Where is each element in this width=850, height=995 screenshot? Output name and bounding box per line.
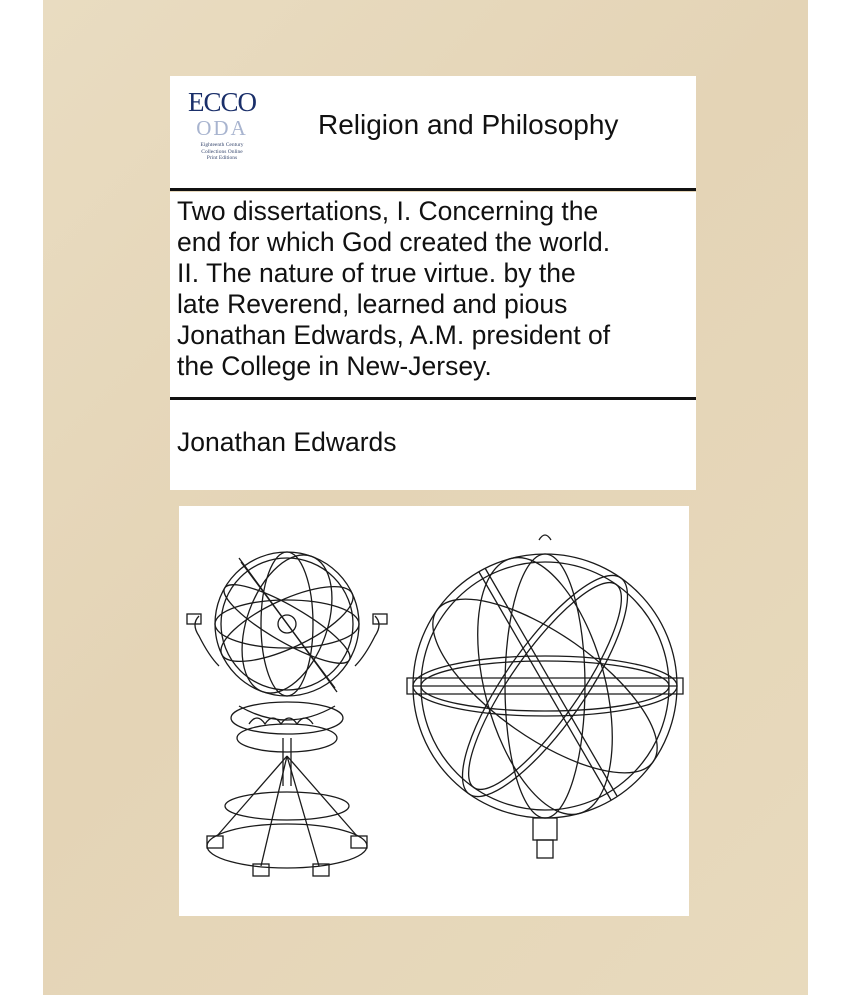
header-divider: [170, 188, 696, 191]
logo-main-text: ECCO: [187, 87, 256, 117]
illustration-plate: [179, 506, 689, 916]
book-title-line: late Reverend, learned and pious: [177, 289, 568, 319]
armillary-spheres-icon: [179, 506, 689, 916]
logo-sub-text: ODA: [196, 116, 248, 140]
book-title: [177, 196, 692, 382]
book-title-line: Two dissertations, I. Concerning the: [177, 196, 599, 226]
right-armillary-sphere-icon: [407, 535, 683, 858]
logo-caption-line: Print Editions: [206, 155, 238, 161]
logo-caption: [183, 142, 261, 162]
series-title: Religion and Philosophy: [318, 109, 619, 140]
left-armillary-sphere-icon: [187, 543, 387, 876]
book-title-line: II. The nature of true virtue. by the: [177, 258, 576, 288]
ecco-logo: [183, 84, 261, 176]
book-title-line: the College in New-Jersey.: [177, 351, 492, 381]
author-name: Jonathan Edwards: [177, 427, 397, 457]
book-title-line: end for which God created the world.: [177, 227, 611, 257]
book-title-line: Jonathan Edwards, A.M. president of: [177, 320, 611, 350]
logo-caption-line: Eighteenth Century: [200, 142, 244, 148]
logo-caption-line: Collections Online: [201, 148, 243, 155]
